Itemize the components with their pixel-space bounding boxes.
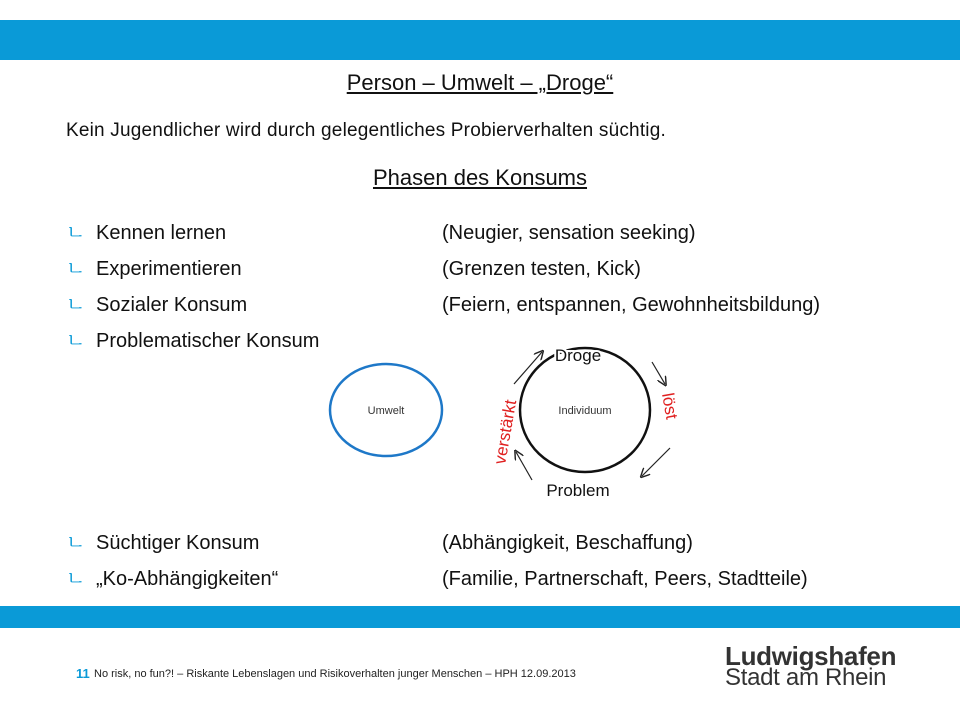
list-item [66,292,946,328]
phase-label: Problematischer Konsum [96,330,320,352]
arrow-down-left-bottom [642,448,670,476]
loest-label: löst [658,391,682,421]
phase-label: Süchtiger Konsum [96,532,260,554]
person-environment-diagram [320,330,720,510]
phase-label: „Ko-Abhängigkeiten“ [96,568,279,590]
phase-detail: (Neugier, sensation seeking) [442,222,696,244]
individuum-label: Individuum [558,405,612,417]
droge-label: Droge [554,346,602,365]
intro-text: Kein Jugendlicher wird durch gelegentliches Probierverhalten süchtig. [66,120,666,141]
phase-label: Sozialer Konsum [96,294,248,316]
footer-text: No risk, no fun?! – Riskante Lebenslagen und Risikoverhalten junger Menschen – HPH 12.09.2013 [94,668,576,680]
bullet-icon: ㄴ [66,532,86,554]
umwelt-label: Umwelt [367,405,405,417]
slide-title: Person – Umwelt – „Droge“ [346,70,614,95]
bullet-icon: ㄴ [66,222,86,244]
bullet-icon: ㄴ [66,568,86,590]
phase-label: Experimentieren [96,258,242,280]
logo-ludwigshafen: Ludwigshafen [725,641,897,671]
bullet-icon: ㄴ [66,294,86,316]
list-item [66,566,946,602]
bullet-icon: ㄴ [66,330,86,352]
list-item [66,220,946,256]
verstaerkt-label: verstärkt [490,398,521,466]
header-bar [0,20,960,60]
list-item [66,530,946,566]
arrow-up-left-bottom [516,452,532,480]
section-subtitle: Phasen des Konsums [372,165,588,190]
phase-detail: (Abhängigkeit, Beschaffung) [442,532,693,554]
problem-label: Problem [546,481,610,500]
phase-list-2 [66,530,946,602]
footer-bar [0,606,960,628]
page-number: 11 [76,666,90,681]
phase-detail: (Familie, Partnerschaft, Peers, Stadtteile) [442,568,808,590]
phase-detail: (Feiern, entspannen, Gewohnheitsbildung) [442,294,821,316]
bullet-icon: ㄴ [66,258,86,280]
phase-label: Kennen lernen [96,222,227,244]
list-item [66,256,946,292]
arrow-down-right-top [652,362,665,384]
phase-detail: (Grenzen testen, Kick) [442,258,641,280]
logo-stadt-am-rhein: Stadt am Rhein [725,664,887,691]
